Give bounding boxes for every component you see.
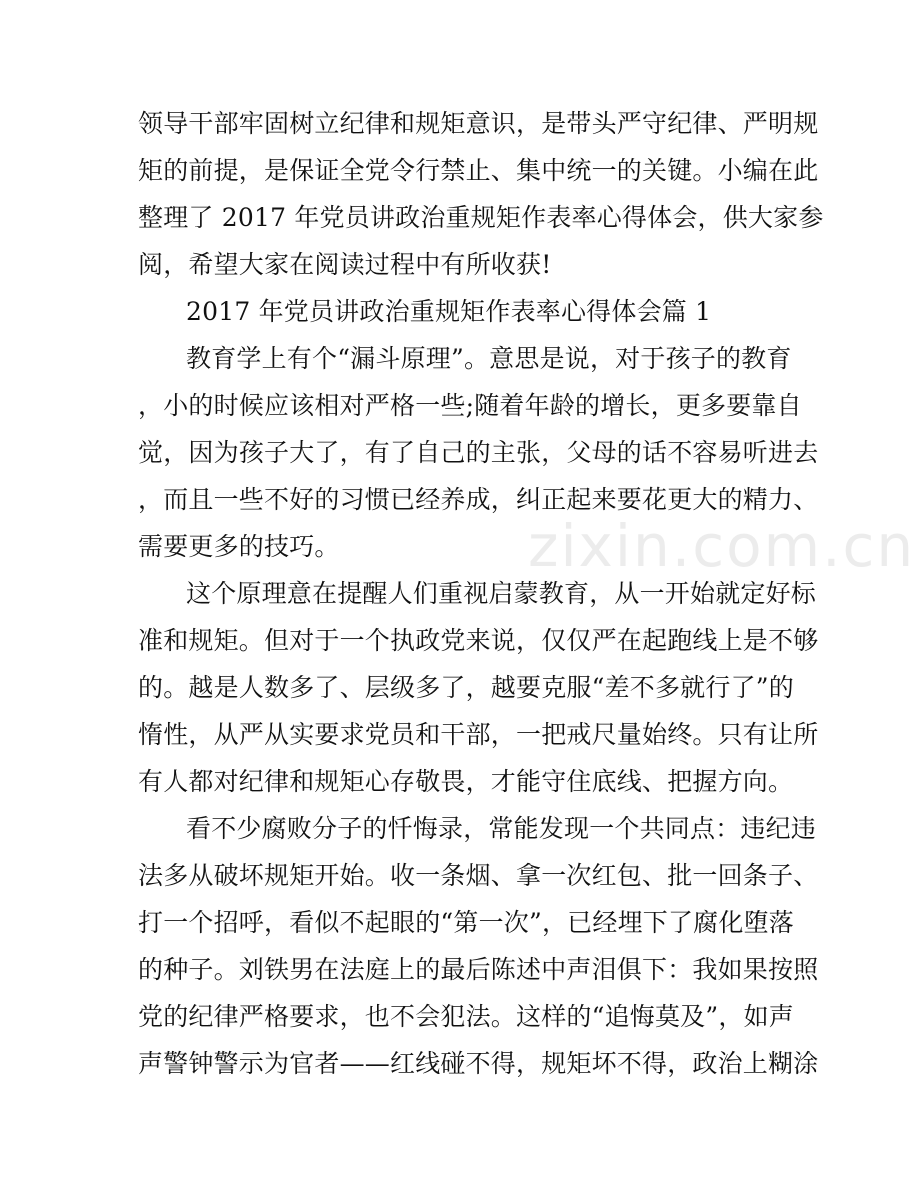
paragraph-line: 看不少腐败分子的忏悔录，常能发现一个共同点：违纪违 [186,814,817,843]
paragraph-line: 准和规矩。但对于一个执政党来说，仅仅严在起跑线上是不够 [138,626,819,655]
paragraph-line: 需要更多的技巧。 [138,532,340,561]
paragraph-line: 教育学上有个“漏斗原理”。意思是说，对于孩子的教育 [186,344,792,373]
paragraph-line: 的种子。刘铁男在法庭上的最后陈述中声泪俱下：我如果按照 [138,955,819,984]
paragraph-line: ，小的时候应该相对严格一些;随着年龄的增长，更多要靠自 [138,391,802,420]
paragraph-line: 这个原理意在提醒人们重视启蒙教育，从一开始就定好标 [186,579,817,608]
paragraph-line: 有人都对纪律和规矩心存敬畏，才能守住底线、把握方向。 [138,767,794,796]
paragraph-line: 的。越是人数多了、层级多了，越要克服“差不多就行了”的 [138,673,794,702]
paragraph-line: ，而且一些不好的习惯已经养成，纠正起来要花更大的精力、 [138,485,819,514]
watermark: zixin.com.cn [528,512,916,580]
paragraph-line: 惰性，从严从实要求党员和干部，一把戒尺量始终。只有让所 [138,720,819,749]
intro-line: 阅，希望大家在阅读过程中有所收获! [138,250,552,279]
section-title: 2017 年党员讲政治重规矩作表率心得体会篇 1 [186,297,712,326]
intro-line: 整理了 2017 年党员讲政治重规矩作表率心得体会，供大家参 [138,203,824,232]
document-body [138,100,824,1087]
intro-line: 矩的前提，是保证全党令行禁止、集中统一的关键。小编在此 [138,156,819,185]
paragraph-line: 党的纪律严格要求，也不会犯法。这样的“追悔莫及”，如声 [138,1002,794,1031]
paragraph-line: 法多从破坏规矩开始。收一条烟、拿一次红包、批一回条子、 [138,861,819,890]
paragraph-line: 声警钟警示为官者——红线碰不得，规矩坏不得，政治上糊涂 [138,1049,819,1078]
paragraph-line: 打一个招呼，看似不起眼的“第一次”，已经埋下了腐化堕落 [138,908,794,937]
intro-line: 领导干部牢固树立纪律和规矩意识，是带头严守纪律、严明规 [138,109,819,138]
paragraph-line: 觉，因为孩子大了，有了自己的主张，父母的话不容易听进去 [138,438,819,467]
